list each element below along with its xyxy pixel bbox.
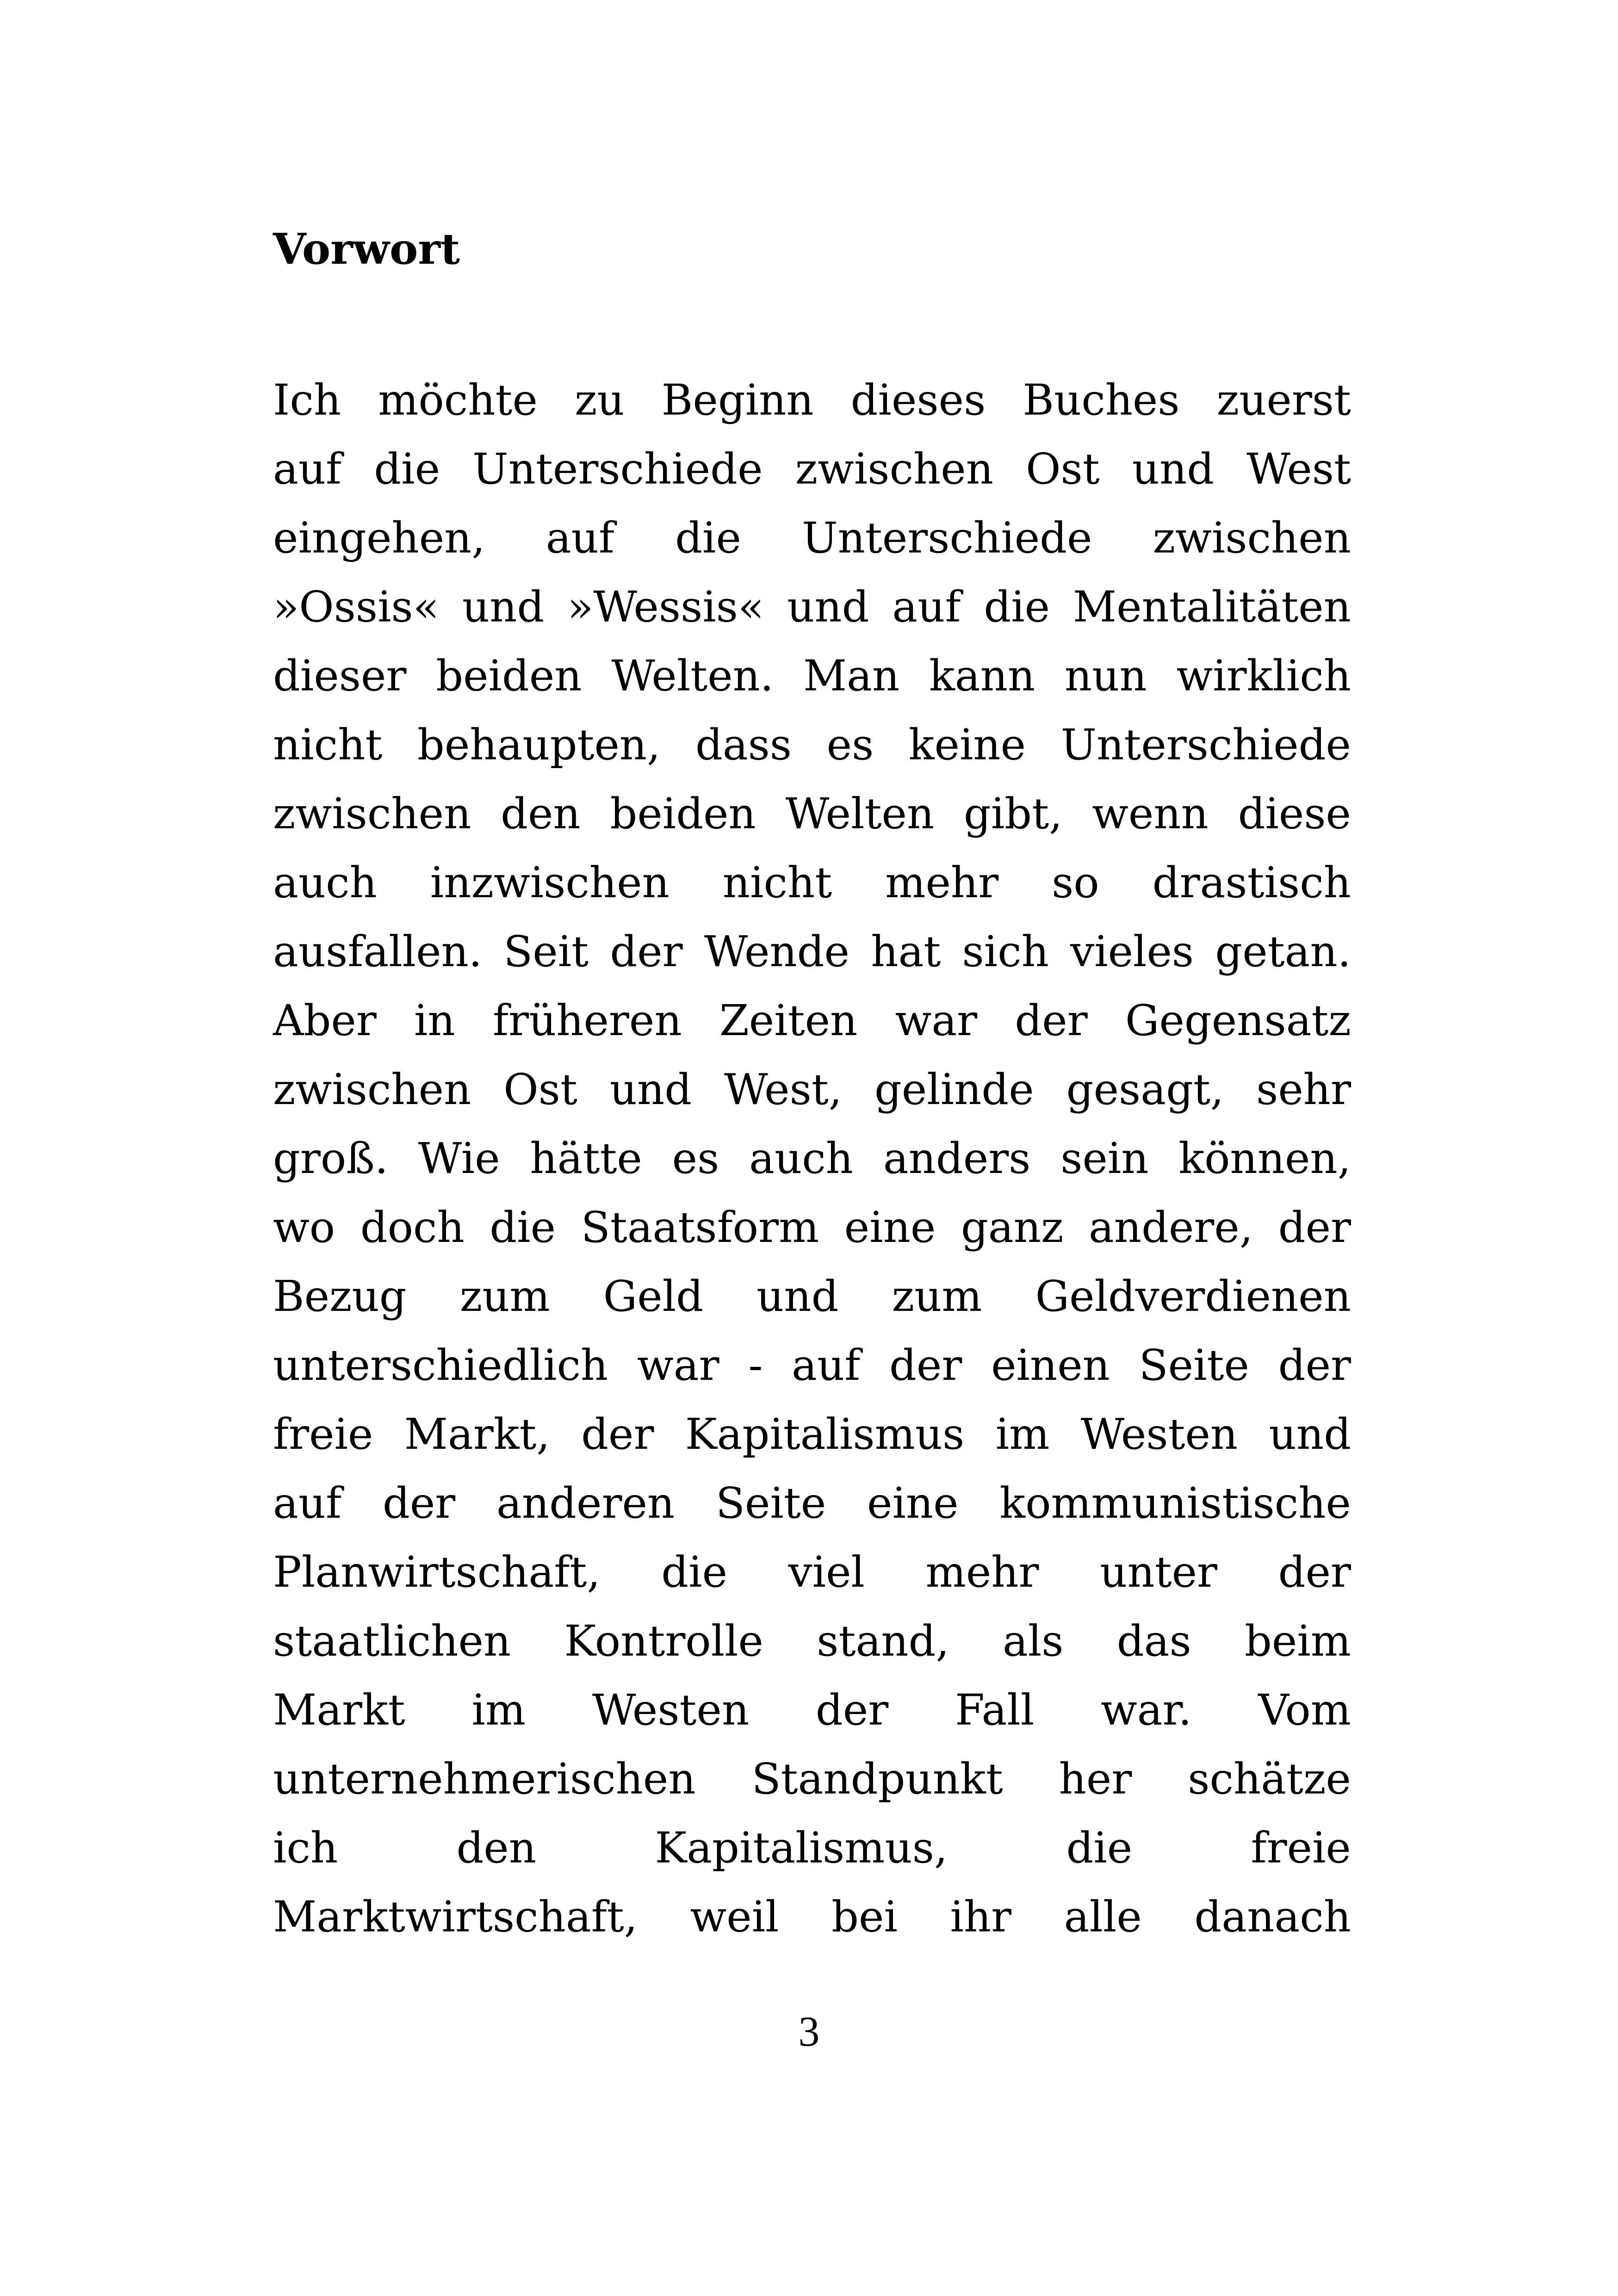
text-line: zwischen Ost und West, gelinde gesagt, sehr <box>273 1065 1351 1114</box>
text-line: nicht behaupten, dass es keine Unterschiede <box>273 720 1351 769</box>
body-text <box>273 366 1351 1951</box>
text-line: auf die Unterschiede zwischen Ost und West <box>273 444 1351 494</box>
text-line: Markt im Westen der Fall war. Vom <box>273 1685 1351 1735</box>
text-line: Ich möchte zu Beginn dieses Buches zuerst <box>273 375 1351 425</box>
text-line: ausfallen. Seit der Wende hat sich vieles getan. <box>273 927 1351 976</box>
text-line: eingehen, auf die Unterschiede zwischen <box>273 513 1351 563</box>
text-line: ich den Kapitalismus, die freie <box>273 1823 1351 1873</box>
text-line: auch inzwischen nicht mehr so drastisch <box>273 858 1351 907</box>
text-line: freie Markt, der Kapitalismus im Westen und <box>273 1409 1351 1459</box>
text-line: zwischen den beiden Welten gibt, wenn diese <box>273 789 1351 838</box>
text-line: unterschiedlich war - auf der einen Seite der <box>273 1340 1351 1390</box>
text-line: unternehmerischen Standpunkt her schätze <box>273 1754 1351 1804</box>
text-line: Planwirtschaft, die viel mehr unter der <box>273 1547 1351 1597</box>
text-line: dieser beiden Welten. Man kann nun wirklich <box>273 651 1351 701</box>
text-line: Marktwirtschaft, weil bei ihr alle danach <box>273 1892 1351 1942</box>
text-line: Aber in früheren Zeiten war der Gegensatz <box>273 996 1351 1045</box>
page-number: 3 <box>798 2008 820 2055</box>
chapter-heading: Vorwort <box>273 224 460 274</box>
text-line: »Ossis« und »Wessis« und auf die Mentalitäten <box>273 582 1351 632</box>
text-line: auf der anderen Seite eine kommunistische <box>273 1478 1351 1528</box>
text-line: groß. Wie hätte es auch anders sein können, <box>273 1134 1351 1183</box>
text-line: staatlichen Kontrolle stand, als das beim <box>273 1616 1351 1666</box>
text-line: Bezug zum Geld und zum Geldverdienen <box>273 1272 1351 1321</box>
text-line: wo doch die Staatsform eine ganz andere, der <box>273 1203 1351 1252</box>
